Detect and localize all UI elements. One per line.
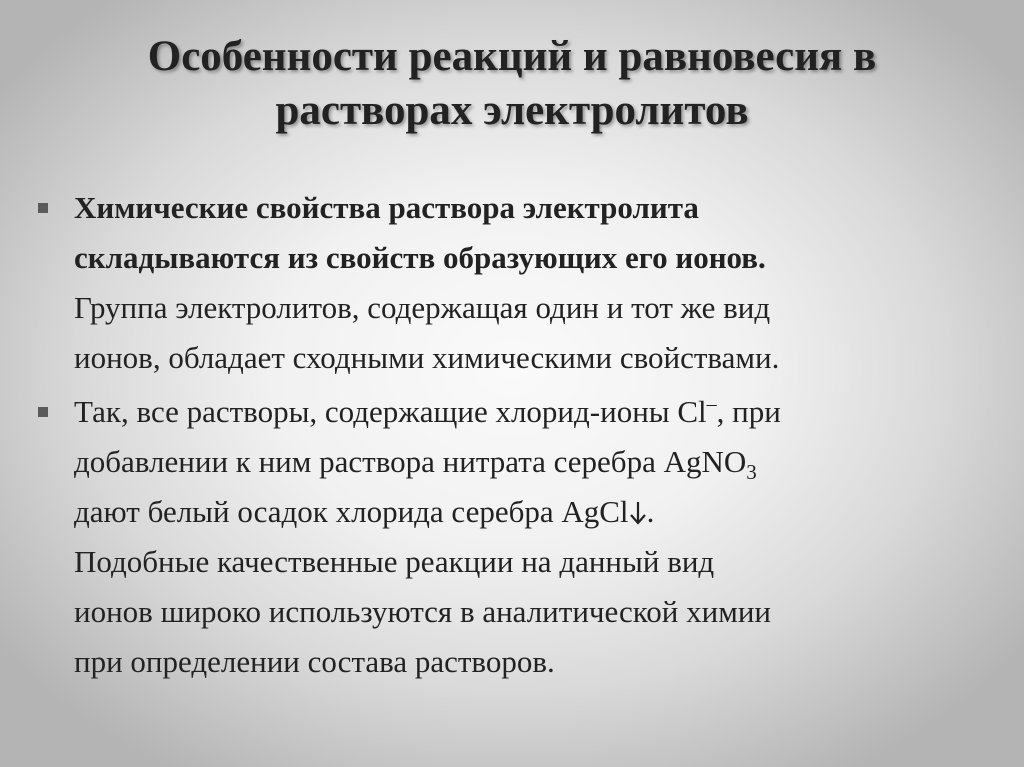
title-line-2: растворах электролитов [275,87,749,134]
bullet-2-line-3-tail: . [646,494,655,529]
nitrate-subscript: 3 [746,460,757,484]
slide-title [40,30,984,138]
bullet-1-line-3: Группа электролитов, содержащая один и тот же вид [74,290,771,325]
bullet-2-line-1-tail: , при [716,394,781,429]
bullet-2-line-4: Подобные качественные реакции на данный вид [74,544,715,579]
square-bullet-icon [38,407,48,417]
bullet-2-line-3-text: дают белый осадок хлорида серебра AgCl [74,494,629,529]
chloride-charge: – [706,393,717,415]
bullet-item-1 [34,183,1000,383]
bullet-2-line-1-text: Так, все растворы, содержащие хлорид-ионы Cl [74,394,707,429]
bullet-2-line-5: ионов широко используются в аналитической химии [74,594,772,629]
bullet-2-line-6: при определении состава растворов. [74,644,555,679]
bullet-1-line-2: складываются из свойств образующих его ионов. [74,240,766,275]
down-arrow-icon [629,501,647,525]
bullet-2-line-3 [74,487,1000,537]
bullet-2-line-2-text: добавлении к ним раствора нитрата серебра AgNO [74,444,747,479]
bullet-item-2 [34,387,1000,687]
bullet-1-line-4: ионов, обладает сходными химическими свойствами. [74,340,780,375]
bullet-2-line-1 [74,387,1000,437]
bullet-1-line-1: Химические свойства раствора электролита [74,190,699,225]
slide-content [34,183,1000,687]
bullet-2-line-2 [74,437,1000,487]
square-bullet-icon [38,203,48,213]
title-line-1: Особенности реакций и равновесия в [147,33,877,80]
